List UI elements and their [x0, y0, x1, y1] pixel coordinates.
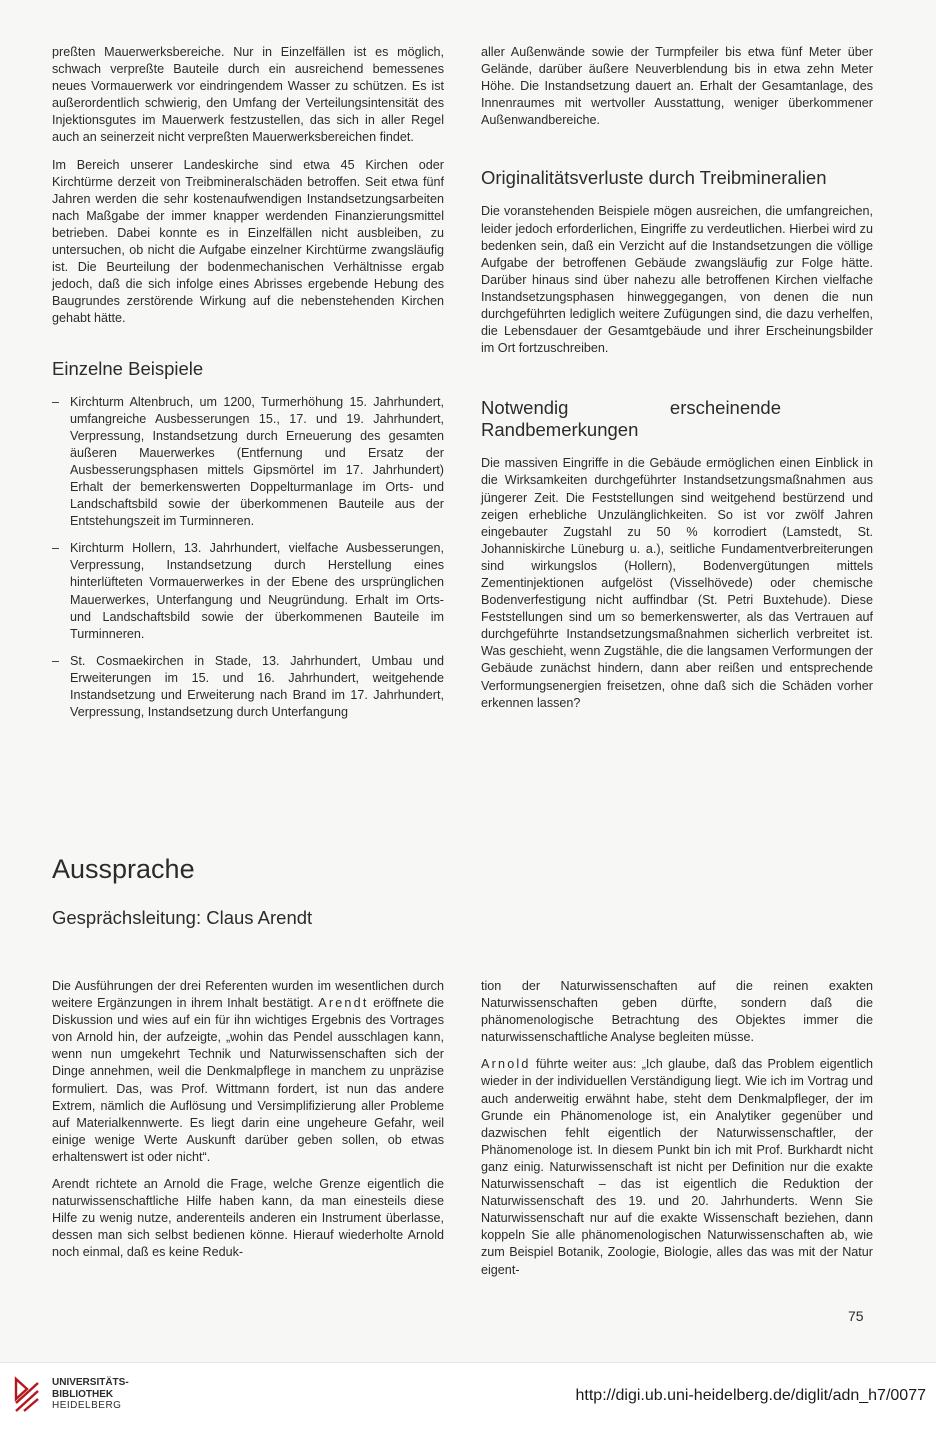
speaker-name: Arnold — [481, 1057, 531, 1072]
library-name-line: HEIDELBERG — [52, 1400, 122, 1411]
paragraph — [481, 1056, 873, 1278]
university-library-logo-icon[interactable] — [10, 1375, 44, 1415]
permalink-url[interactable]: http://digi.ub.uni-heidelberg.de/diglit/adn_h7/0077 — [575, 1387, 926, 1404]
paragraph: preßten Mauerwerksbereiche. Nur in Einzelfällen ist es möglich, schwach verpreßte Bauteile durch ein ausreichend bemessenes neues Vormauerwerk vor eindringendem Wasser zu schützen. Es ist außerordentlich schwierig, den Umfang der Verteilungsintensität des Injektionsgutes im Mauerwerk festzustellen, das sich in aller Regel auch an seinerzeit nicht verpreßten Mauerwerksbereichen findet. — [52, 45, 444, 145]
library-name-line: UNIVERSITÄTS- — [52, 1377, 129, 1388]
section-title-aussprache: Aussprache — [52, 854, 195, 884]
list-item: – St. Cosmaekirchen in Stade, 13. Jahrhundert, Umbau und Erweiterungen im 15. und 16. Jahrhundert, weitgehende Instandsetzung und Erweiterung nach Brand im 17. Jahrhundert, Verpressung, Instandsetzung durch Unterfangung — [52, 653, 444, 721]
paragraph: Im Bereich unserer Landeskirche sind etwa 45 Kirchen oder Kirchtürme derzeit von Treibmineralschäden betroffen. Seit etwa fünf Jahren werden die sehr kostenaufwendigen Instandsetzungsarbeiten nach Maßgabe der immer knapper werdenden Finanzierungsmittel betrieben. Dabei konnte es in Einzelfällen nicht ausbleiben, zu untersuchen, ob nicht die Aufgabe einzelner Kirchtürme zwangsläufig ist. Die Beurteilung der bodenmechanischen Verhältnisse ergab jedoch, daß die sich infolge eines Abrisses ergebende Hebung des Baugrundes zerstörende Wirkung auf die nebenstehenden Kirchen gehabt hätte. — [52, 157, 444, 326]
paragraph — [52, 978, 444, 1166]
section-heading-originalitaetsverluste: Originalitätsverluste durch Treibmineralien — [481, 167, 827, 189]
paragraph-text: eröffnete die Diskussion und wies auf ein für ihn wichtiges Ergebnis des Vortrages von Arnold hin, der aufzeigte, „wohin das Pendel ausschlagen kann, wenn nun umgekehrt Technik und Naturwissenschaften sich der Dinge annehmen, weil die Denkmalpflege in manchem zu unpräzise formuliert. Das, was Prof. Wittmann fordert, ist nun das andere Extrem, nämlich die Auflösung und Versimplifizierung aller Probleme auf Materialkennwerte. Es liegt darin eine ungeheure Gefahr, weil einige wenige Werte Auskunft darüber geben sollen, ob etwas erhaltenswert ist oder nicht“. — [52, 996, 445, 1164]
paragraph: aller Außenwände sowie der Turmpfeiler bis etwa fünf Meter über Gelände, darüber äußere Neuverblendung bis in etwa zehn Meter Höhe. Die Instandsetzung dauert an. Erhalt der Gesamtanlage, des Innenraumes mit wertvoller Ausstattung, weniger überkommener Außenwandbereiche. — [481, 45, 873, 128]
paragraph: Arendt richtete an Arnold die Frage, welche Grenze eigentlich die naturwissenschaftliche Hilfe haben kann, da man einesteils diese Hilfe zu wenig nutze, anderenteils anderen ein Instrument überlasse, dessen man sich selbst bedienen könne. Hierauf wiederholte Arnold noch einmal, daß es keine Reduk- — [52, 1177, 444, 1260]
list-item: – Kirchturm Hollern, 13. Jahrhundert, vielfache Ausbesserungen, Verpressung, Instandsetzung durch Herstellung eines hinterlüfteten Vormauerwerkes in der Ebene des ursprünglichen Mauerwerkes, Unterfangung und Neugründung. Erhalt im Orts- und Landschaftsbild sowie der überkommenen Bauteile im Turminneren. — [52, 540, 444, 643]
section-heading-einzelne-beispiele: Einzelne Beispiele — [52, 357, 204, 379]
top-right-column — [481, 44, 873, 722]
top-left-column — [52, 44, 444, 731]
examples-list — [52, 394, 444, 722]
paragraph-text: Die Ausführungen der drei Referenten wurden im wesentlichen durch weitere Ergänzungen in ihrem Inhalt bestätigt. — [52, 979, 444, 1011]
list-item: – Kirchturm Altenbruch, um 1200, Turmerhöhung 15. Jahrhundert, umfangreiche Ausbesserungen 15., 17. und 19. Jahrhundert, Verpressung, Instandsetzung durch Erneuerung des gesamten äußeren Mauerwerkes (Entfernung und Ersatz der Ausbesserungsphasen mittels Gipsmörtel im 17. Jahrhundert) Erhalt der bemerkenswerten Doppelturmanlage im Orts- und Landschaftsbild sowie der überkommenen Bauteile aus der Entstehungszeit im Turminneren. — [52, 394, 444, 531]
section-heading-randbemerkungen: Notwendig erscheinende Randbemerkungen — [481, 397, 781, 441]
bottom-left-column — [52, 978, 444, 1272]
viewer-footer — [0, 1362, 936, 1432]
discussion-leader: Gesprächsleitung: Claus Arendt — [52, 907, 313, 928]
paragraph: tion der Naturwissenschaften auf die reinen exakten Naturwissenschaften geben dürfte, sondern daß die phänomenologische Betrachtung des Objektes immer die naturwissenschaftliche Analyse begleiten müsse. — [481, 979, 873, 1045]
paragraph: Die voranstehenden Beispiele mögen ausreichen, die umfangreichen, leider jedoch erforderlichen, Eingriffe zu verdeutlichen. Hierbei wird zu bedenken sein, daß ein Verzicht auf die Instandsetzungen die völlige Aufgabe der betroffenen Gebäude zwangsläufig zur Folge hätte. Darüber hinaus sind über nahezu alle betroffenen Kirchen vielfache Instandsetzungsphasen hinweggegangen, von denen die nun durchgeführten lediglich weitere Zufügungen sind, die dazu verhelfen, die Lebensdauer der Gesamtgebäude und ihrer Erscheinungsbilder im Ort fortzuschreiben. — [481, 204, 873, 356]
speaker-name: Arendt — [318, 996, 369, 1011]
bottom-right-column — [481, 978, 873, 1289]
library-name-line: BIBLIOTHEK — [52, 1388, 114, 1400]
paragraph: Die massiven Eingriffe in die Gebäude ermöglichen einen Einblick in die Wirksamkeiten durchgeführter Instandsetzungsmaßnahmen aus jüngerer Zeit. Die Feststellungen sind weitgehend bestürzend und zeigen erhebliche Unzulänglichkeiten. So ist vor zwölf Jahren eingebauter Zugstahl zu 50 % korrodiert (Lamstedt, St. Johanniskirche Lüneburg u. a.), seitliche Fundamentverbreiterungen sind wirkungslos (Hollern), Bodenvergütungen mittels Zementinjektionen aufgelöst (Visselhövede) oder chemische Bodenverfestigung nicht auffindbar (St. Petri Buxtehude). Diese Feststellungen sind um so bemerkenswerter, als das Vertrauen auf durchgeführte Instandsetzungsmaßnahmen sicherlich verbreitet ist. Was geschieht, wenn Zugstähle, die die langsamen Verformungen der Gebäude zunächst hindern, dann aber reißen und entsprechende Verformungsenergien freisetzen, ohne daß sich die Schäden vorher erkennen lassen? — [481, 456, 873, 710]
paragraph-text: führte weiter aus: „Ich glaube, daß das Problem eigentlich wieder in der individuellen Verständigung liegt. Wie ich im Vortrag und auch anderweitig erwähnt habe, steht dem Denkmalpfleger, der im Grunde ein Phänomenologe ist, ein Analytiker gegenüber und dazwischen fehlt eigentlich der Naturwissenschaftler, der Phänomenologe ist. In diesem Punkt bin ich mit Prof. Burkhardt nicht ganz einig. Naturwissenschaft ist nicht per Definition nur die exakte Naturwissenschaft – das ist eigentlich die Reduktion der Naturwissenschaft des 19. und 20. Jahrhunderts. Wenn Sie Naturwissenschaft nur auf die exakte Wissenschaft beziehen, dann koppeln Sie alle phänomenologischen Naturwissenschaften ab, wie zum Beispiel Botanik, Zoologie, Biologie, alles das was mit der Natur eigent- — [481, 1057, 873, 1277]
page-number: 75 — [848, 1308, 864, 1324]
library-name — [52, 1377, 129, 1412]
